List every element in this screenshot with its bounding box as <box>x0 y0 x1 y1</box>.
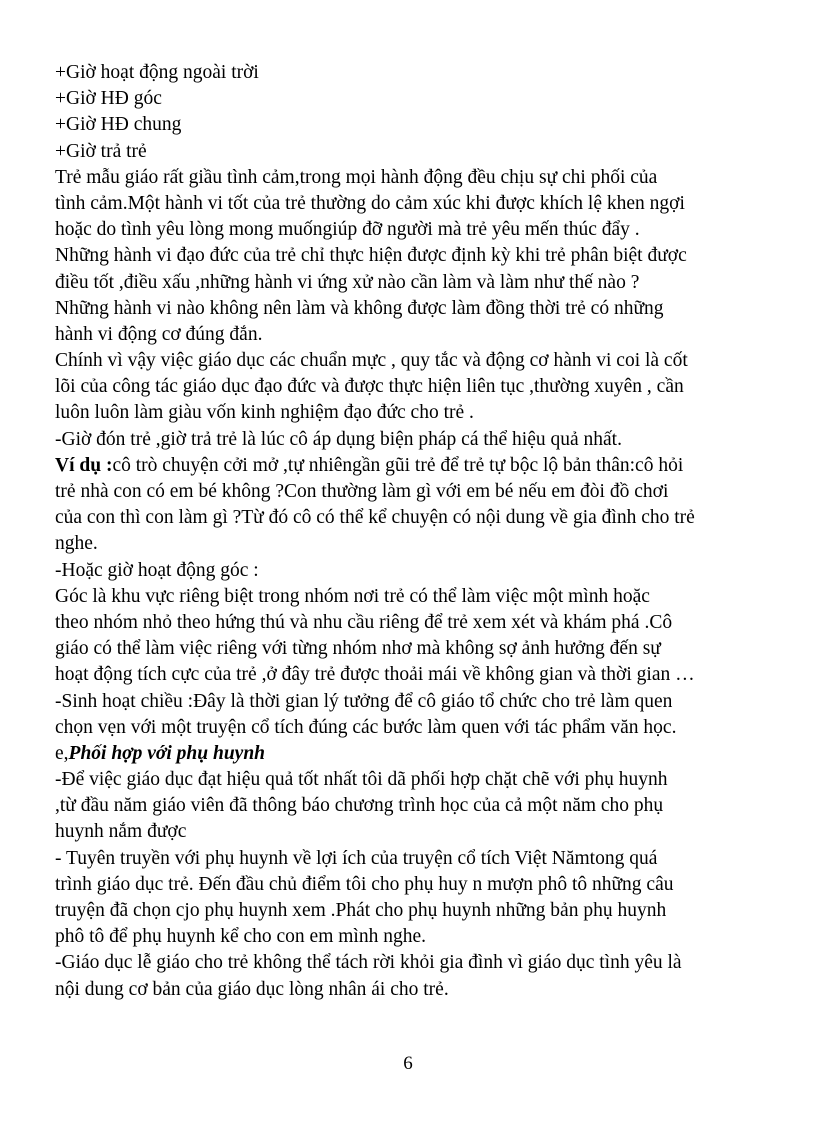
section-heading: Phối hợp với phụ huynh <box>68 742 266 764</box>
text-segment: Góc là khu vực riêng biệt trong nhóm nơi trẻ có thể làm việc một mình hoặc <box>55 585 650 607</box>
text-segment: tình cảm.Một hành vi tốt của trẻ thường do cảm xúc khi được khích lệ khen ngợi <box>55 192 685 214</box>
text-line <box>55 846 775 872</box>
text-line <box>55 479 775 505</box>
text-segment: - Tuyên truyền với phụ huynh về lợi ích của truyện cổ tích Việt Nămtong quá <box>55 847 658 869</box>
text-segment: -Giờ đón trẻ ,giờ trả trẻ là lúc cô áp dụng biện pháp cá thể hiệu quả nhất. <box>55 428 622 450</box>
text-segment: hoặc do tình yêu lòng mong muốngiúp đỡ người mà trẻ yêu mến thúc đẩy . <box>55 219 640 241</box>
text-segment: trình giáo dục trẻ. Đến đầu chủ điểm tôi cho phụ huy n mượn phô tô những câu <box>55 873 674 895</box>
text-line <box>55 636 775 662</box>
text-segment: ,từ đầu năm giáo viên đã thông báo chương trình học của cả một năm cho phụ <box>55 795 664 817</box>
text-line <box>55 348 775 374</box>
document-body <box>55 60 775 1003</box>
text-segment: -Hoặc giờ hoạt động góc : <box>55 559 259 581</box>
text-segment: huynh nắm được <box>55 821 187 843</box>
text-line <box>55 322 775 348</box>
text-line <box>55 191 775 217</box>
text-line <box>55 165 775 191</box>
text-line <box>55 86 775 112</box>
text-segment: hành vi động cơ đúng đắn. <box>55 323 263 345</box>
text-segment: +Giờ trả trẻ <box>55 140 147 162</box>
text-line <box>55 139 775 165</box>
text-line <box>55 243 775 269</box>
text-line <box>55 453 775 479</box>
text-segment: chọn vẹn với một truyện cổ tích đúng các bước làm quen với tác phẩm văn học. <box>55 716 677 738</box>
text-line <box>55 558 775 584</box>
text-segment: +Giờ HĐ góc <box>55 88 162 110</box>
text-segment: truyện đã chọn cjo phụ huynh xem .Phát cho phụ huynh những bản phụ huynh <box>55 900 667 921</box>
text-segment: giáo có thể làm việc riêng với từng nhóm nhơ mà không sợ ảnh hưởng đến sự <box>55 638 661 660</box>
text-line <box>55 60 775 86</box>
text-segment: Những hành vi nào không nên làm và không được làm đồng thời trẻ có những <box>55 297 664 319</box>
text-line <box>55 819 775 845</box>
text-segment: điều tốt ,điều xấu ,những hành vi ứng xử nào cần làm và làm như thế nào ? <box>55 271 640 293</box>
text-line <box>55 427 775 453</box>
text-line <box>55 584 775 610</box>
text-segment: -Giáo dục lễ giáo cho trẻ không thể tách rời khỏi gia đình vì giáo dục tình yêu là <box>55 952 682 974</box>
text-segment: +Giờ HĐ chung <box>55 114 182 136</box>
text-segment: cô trò chuyện cởi mở ,tự nhiêngần gũi trẻ để trẻ tự bộc lộ bản thân:cô hỏi <box>112 454 684 476</box>
text-line <box>55 950 775 976</box>
text-line <box>55 977 775 1003</box>
text-line <box>55 662 775 688</box>
text-segment: nội dung cơ bản của giáo dục lòng nhân ái cho trẻ. <box>55 978 449 1000</box>
text-line <box>55 112 775 138</box>
text-segment: nghe. <box>55 533 98 555</box>
text-segment: phô tô để phụ huynh kể cho con em mình nghe. <box>55 926 426 948</box>
text-segment: +Giờ hoạt động ngoài trời <box>55 62 259 83</box>
text-segment: Những hành vi đạo đức của trẻ chỉ thực hiện được định kỳ khi trẻ phân biệt được <box>55 245 687 267</box>
text-line <box>55 505 775 531</box>
text-line <box>55 898 775 924</box>
text-line <box>55 741 775 767</box>
text-line <box>55 400 775 426</box>
text-segment: trẻ nhà con có em bé không ?Con thường làm gì với em bé nếu em đòi đồ chơi <box>55 481 669 502</box>
text-line <box>55 531 775 557</box>
text-line <box>55 270 775 296</box>
text-line <box>55 715 775 741</box>
text-segment: Trẻ mẫu giáo rất giầu tình cảm,trong mọi hành động đều chịu sự chi phối của <box>55 166 658 188</box>
text-segment: Chính vì vậy việc giáo dục các chuẩn mực , quy tắc và động cơ hành vi coi là cốt <box>55 350 688 372</box>
bold-label: Ví dụ : <box>55 454 113 476</box>
text-line <box>55 924 775 950</box>
text-line <box>55 872 775 898</box>
text-segment: -Để việc giáo dục đạt hiệu quả tốt nhất tôi dã phối hợp chặt chẽ với phụ huynh <box>55 769 668 791</box>
text-line <box>55 793 775 819</box>
text-segment: theo nhóm nhỏ theo hứng thú và nhu cầu riêng để trẻ xem xét và khám phá .Cô <box>55 611 673 633</box>
text-line <box>55 767 775 793</box>
text-line <box>55 217 775 243</box>
text-line <box>55 296 775 322</box>
text-segment: hoạt động tích cực của trẻ ,ở đây trẻ được thoải mái về không gian và thời gian … <box>55 664 695 686</box>
text-segment: e, <box>55 742 69 764</box>
page-number: 6 <box>403 1053 413 1074</box>
text-segment: của con thì con làm gì ?Từ đó cô có thể kể chuyện có nội dung về gia đình cho trẻ <box>55 507 695 529</box>
text-segment: -Sinh hoạt chiều :Đây là thời gian lý tưởng để cô giáo tổ chức cho trẻ làm quen <box>55 690 673 712</box>
text-line <box>55 374 775 400</box>
text-line <box>55 610 775 636</box>
text-segment: luôn luôn làm giàu vốn kinh nghiệm đạo đức cho trẻ . <box>55 402 474 424</box>
text-segment: lõi của công tác giáo dục đạo đức và được thực hiện liên tục ,thường xuyên , cần <box>55 376 684 398</box>
text-line <box>55 689 775 715</box>
